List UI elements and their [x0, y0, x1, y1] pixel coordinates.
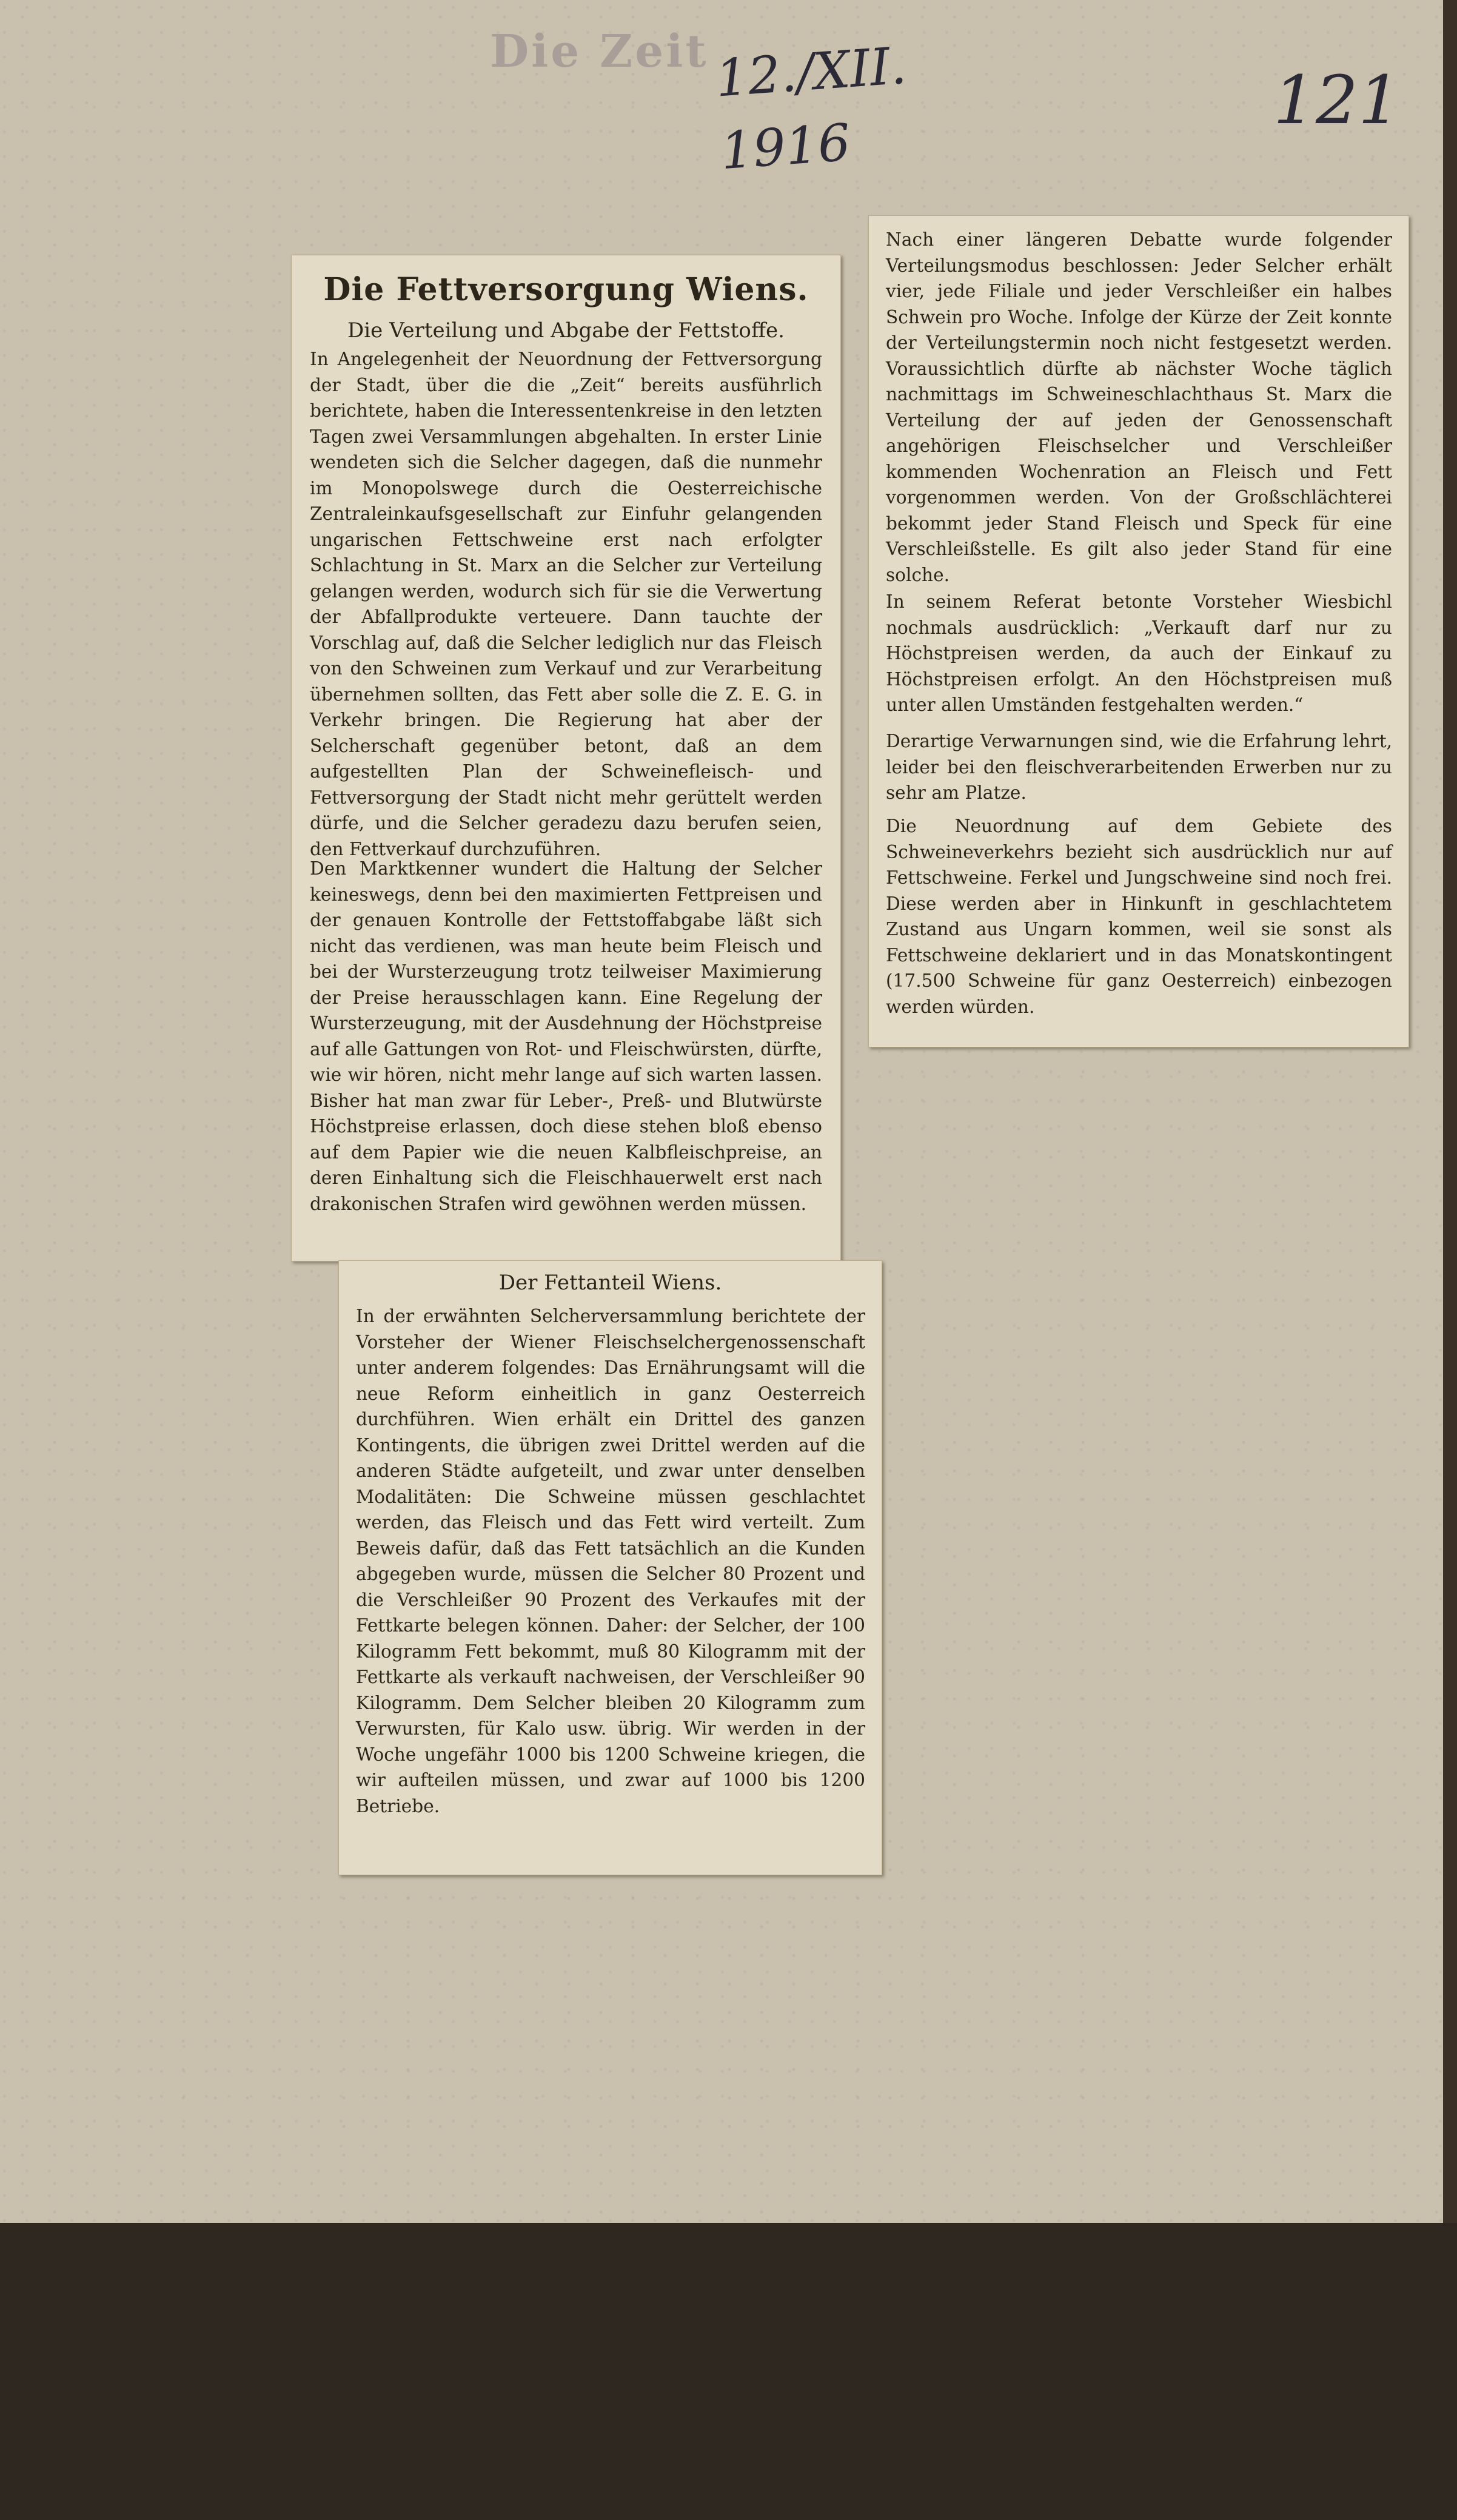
newspaper-stamp: Die Zeit [490, 25, 709, 78]
article-subtitle: Die Verteilung und Abgabe der Fettstoffe. [347, 318, 785, 343]
paragraph-2: Den Marktkenner wundert die Haltung der Selcher keineswegs, denn bei den maximierten Fettpreisen und der genauen Kontrolle der Fettstoffabgabe läßt sich nicht das verdienen, was man heute beim Fleisch und bei der Wursterzeugung trotz teilweiser Maximierung der Preise herausschlagen kann. Eine Regelung der Wursterzeugung, mit der Ausdehnung der Höchstpreise auf alle Gattungen von Rot- und Fleischwürsten, dürfte, wie wir hören, nicht mehr lange auf sich warten lassen. Bisher hat man zwar für Leber-, Preß- und Blutwürste Höchstpreise erlassen, doch diese stehen bloß ebenso auf dem Papier wie die neuen Kalbfleischpreise, an deren Einhaltung sich die Fleischhauerwelt erst nach drakonischen Strafen wird gewöhnen werden müssen. [310, 858, 822, 1214]
clipping-left-lower [338, 1260, 882, 1875]
paragraph-7: Die Neuordnung auf dem Gebiete des Schweineverkehrs bezieht sich ausdrücklich nur auf Fettschweine. Ferkel und Jungschweine sind noch frei. Diese werden aber in Hinkunft in geschlachtetem Zustand aus Ungarn kommen, weil sie sonst als Fettschweine deklariert und in das Monatskontingent (17.500 Schweine für ganz Oesterreich) einbezogen werden würden. [886, 816, 1392, 1017]
paragraph-1: In Angelegenheit der Neuordnung der Fettversorgung der Stadt, über die die „Zeit“ bereits ausführlich berichtete, haben die Interessentenkreise in den letzten Tagen zwei Versammlungen abgehalten. In erster Linie wendeten sich die Selcher dagegen, daß die nunmehr im Monopolswege durch die Oesterreichische Zentraleinkaufsgesellschaft zur Einfuhr gelangenden ungarischen Fettschweine erst nach erfolgter Schlachtung in St. Marx an die Selcher zur Verteilung gelangen werden, wodurch sich für sie die Verwertung der Abfallprodukte verteuere. Dann tauchte der Vorschlag auf, daß die Selcher lediglich nur das Fleisch von den Schweinen zum Verkauf und zur Verarbeitung übernehmen sollten, das Fett aber solle die Z. E. G. in Verkehr bringen. Die Regierung hat aber der Selcherschaft gegenüber betont, daß an dem aufgestellten Plan der Schweinefleisch- und Fettversorgung der Stadt nicht mehr gerüttelt werden dürfe, und die Selcher geradezu dazu berufen seien, den Fettverkauf durchzuführen. [310, 349, 822, 859]
article-title: Die Fettversorgung Wiens. [323, 271, 809, 308]
paragraph-6: Derartige Verwarnungen sind, wie die Erfahrung lehrt, leider bei den fleischverarbeitenden Erwerben nur zu sehr am Platze. [886, 731, 1392, 803]
section-title: Der Fettanteil Wiens. [498, 1271, 722, 1295]
paragraph-5: In seinem Referat betonte Vorsteher Wiesbichl nochmals ausdrücklich: „Verkauft darf nur zu Höchstpreisen werden, da auch der Einkauf zu Höchstpreisen erfolgt. An den Höchstpreisen muß unter allen Umständen festgehalten werden.“ [886, 591, 1392, 715]
backing-board [0, 2223, 1457, 2520]
clipping-right [868, 215, 1409, 1047]
clipping-left [291, 255, 841, 1262]
sheet-edge [1443, 0, 1457, 2223]
handwritten-number: 121 [1273, 61, 1401, 139]
paragraph-3: In der erwähnten Selcherversammlung berichtete der Vorsteher der Wiener Fleischselchergenossenschaft unter anderem folgendes: Das Ernährungsamt will die neue Reform einheitlich in ganz Oesterreich durchführen. Wien erhält ein Drittel des ganzen Kontingents, die übrigen zwei Drittel werden auf die anderen Städte aufgeteilt, und zwar unter denselben Modalitäten: Die Schweine müssen geschlachtet werden, das Fleisch und das Fett wird verteilt. Zum Beweis dafür, daß das Fett tatsächlich an die Kunden abgegeben wurde, müssen die Selcher 80 Prozent und die Verschleißer 90 Prozent des Verkaufes mit der Fettkarte belegen können. Daher: der Selcher, der 100 Kilogramm Fett bekommt, muß 80 Kilogramm mit der Fettkarte als verkauft nachweisen, der Verschleißer 90 Kilogramm. Dem Selcher bleiben 20 Kilogramm zum Verwursten, für Kalo usw. übrig. Wir werden in der Woche ungefähr 1000 bis 1200 Schweine kriegen, die wir aufteilen müssen, und zwar auf 1000 bis 1200 Betriebe. [356, 1306, 865, 1816]
handwritten-date: 12./XII. 1916 [714, 35, 908, 181]
paragraph-4: Nach einer längeren Debatte wurde folgender Verteilungsmodus beschlossen: Jeder Selcher erhält vier, jede Filiale und jeder Verschleißer ein halbes Schwein pro Woche. Infolge der Kürze der Zeit konnte der Verteilungstermin noch nicht festgesetzt werden. Voraussichtlich dürfte ab nächster Woche täglich nachmittags im Schweineschlachthaus St. Marx die Verteilung der auf jeden der Genossenschaft angehörigen Fleischselcher und Verschleißer kommenden Wochenration an Fleisch und Fett vorgenommen werden. Von der Großschlächterei bekommt jeder Stand Fleisch und Speck für eine Verschleißstelle. Es gilt also jeder Stand für eine solche. [886, 229, 1392, 585]
